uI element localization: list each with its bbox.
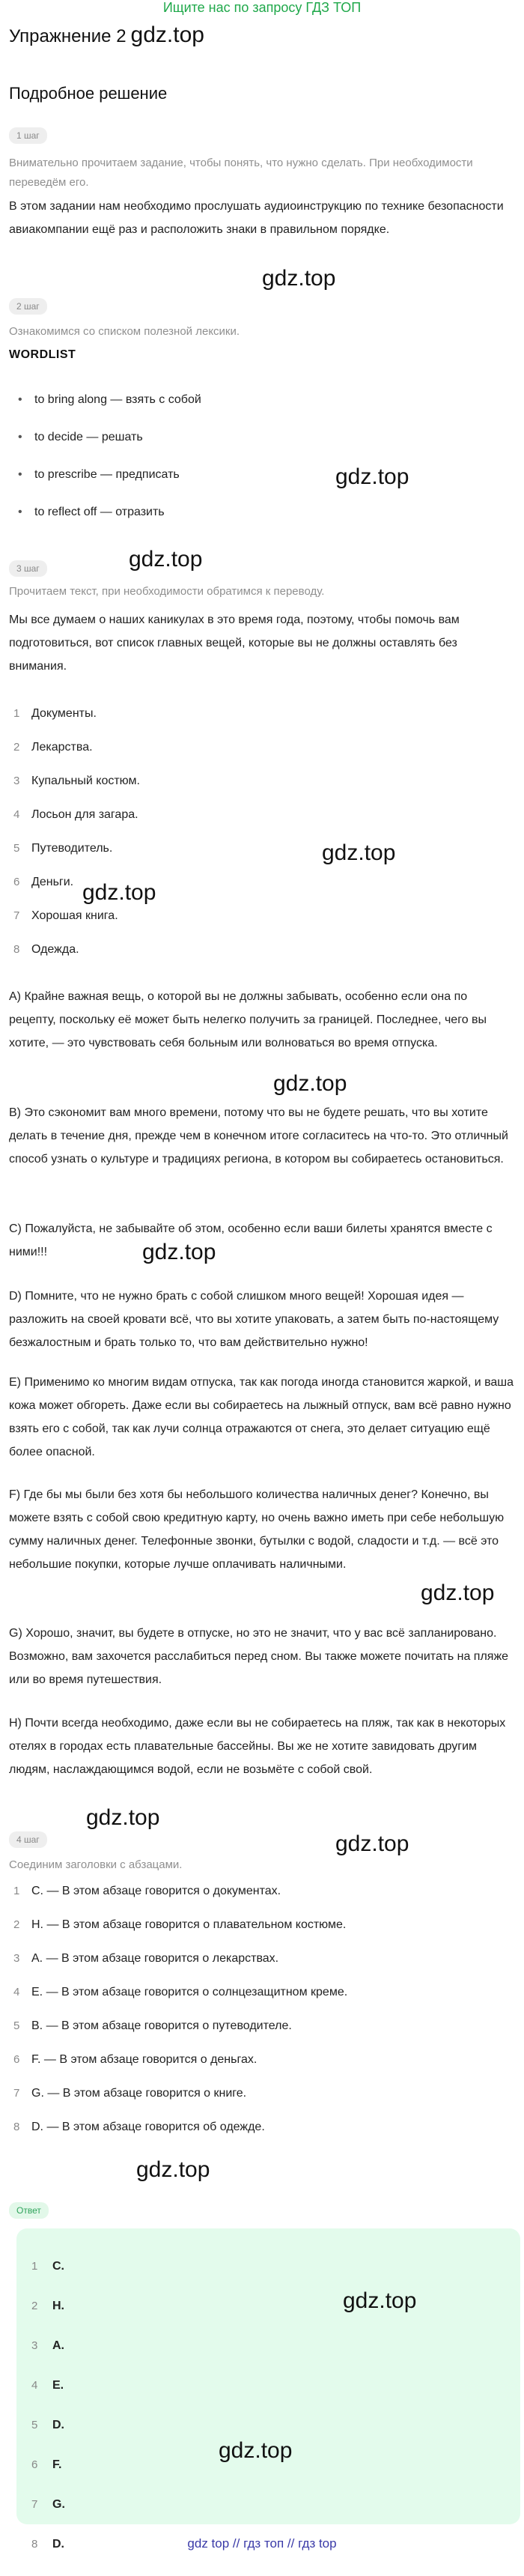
paragraph-h: H) Почти всегда необходимо, даже если вы не собираетесь на пляж, так как в некоторых отелях в городах есть плавательные бассейны. Вы же не хотите завидовать другим людям, наслаждающимся водой, если не возьмёте с собой свой. xyxy=(9,1717,506,1776)
matches-list xyxy=(9,1882,515,2151)
list-item: 2 Лекарства. xyxy=(13,741,93,754)
list-item: 8 Одежда. xyxy=(13,943,79,956)
paragraph-e: E) Применимо ко многим видам отпуска, так как погода иногда становится жаркой, и ваша кожа может обгореть. Даже если вы собираетесь на лыжный отпуск, вам всё равно нужно взять его с собой, так как лучи солнца отражаются от снега, это делает ситуацию ещё более опасной. xyxy=(9,1376,514,1458)
step-2-badge xyxy=(9,298,47,315)
step-3-hint: Прочитаем текст, при необходимости обратимся к переводу. xyxy=(9,585,325,598)
step-2-hint: Ознакомимся со списком полезной лексики. xyxy=(9,325,240,338)
answer-item: 2 Н. xyxy=(31,2300,64,2312)
watermark: gdz.top xyxy=(421,1581,495,1605)
answer-label: Ответ xyxy=(9,2202,49,2219)
step-1-text: В этом задании нам необходимо прослушать аудиоинструкцию по технике безопасности авиакомпании ещё раз и расположить знаки в правильном порядке. xyxy=(9,200,504,236)
watermark: gdz.top xyxy=(86,1805,160,1830)
watermark: gdz.top xyxy=(343,2288,417,2313)
answer-item: 4 Е. xyxy=(31,2379,64,2392)
brand-logo-text: gdz.top xyxy=(130,22,204,47)
step-label: 3 шаг xyxy=(9,560,47,577)
answer-badge xyxy=(9,2202,49,2219)
watermark: gdz.top xyxy=(129,547,203,572)
watermark: gdz.top xyxy=(322,840,396,865)
list-item: 1 С. — В этом абзаце говорится о документах. xyxy=(13,1885,281,1897)
list-item: 7 Хорошая книга. xyxy=(13,909,118,922)
wordlist-item: • to reflect off — отразить xyxy=(9,502,515,539)
section-title: Подробное решение xyxy=(9,84,168,103)
list-item: 6 F. — В этом абзаце говорится о деньгах. xyxy=(13,2053,258,2066)
exercise-title: Упражнение 2 xyxy=(9,26,127,46)
wordlist-item: • to bring along — взять с собой xyxy=(9,390,515,427)
list-item: 1 Документы. xyxy=(13,707,97,720)
step-label: 4 шаг xyxy=(9,1831,47,1848)
paragraph-c: С) Пожалуйста, не забывайте об этом, особенно если ваши билеты хранятся вместе с ними!!! xyxy=(9,1222,493,1258)
list-item: 3 А. — В этом абзаце говорится о лекарствах. xyxy=(13,1952,279,1965)
list-item: 2 Н. — В этом абзаце говорится о плавательном костюме. xyxy=(13,1918,347,1931)
answer-item: 7 G. xyxy=(31,2498,65,2511)
watermark: gdz.top xyxy=(219,2438,293,2463)
watermark: gdz.top xyxy=(335,1831,409,1856)
paragraph-d: D) Помните, что не нужно брать с собой слишком много вещей! Хорошая идея — разложить на своей кровати всё, что вы хотите упаковать, а затем быть по-настоящему безжалостным и брать только то, что вам действительно нужно! xyxy=(9,1290,499,1349)
watermark: gdz.top xyxy=(273,1071,347,1096)
watermark: gdz.top xyxy=(136,2157,210,2182)
wordlist xyxy=(9,390,515,539)
answer-item: 5 D. xyxy=(31,2419,64,2431)
footer-links[interactable]: gdz top // гдз топ // гдз top xyxy=(187,2536,337,2551)
list-item: 4 Лосьон для загара. xyxy=(13,808,138,821)
list-item: 5 Путеводитель. xyxy=(13,842,113,855)
list-item: 8 D. — В этом абзаце говорится об одежде. xyxy=(13,2121,265,2133)
paragraph-b: В) Это сэкономит вам много времени, потому что вы не будете решать, что вы хотите делать в течение дня, прежде чем в конечном итоге согласитесь на что-то. Это отличный способ узнать о культуре и традициях региона, в котором вы собираетесь остановиться. xyxy=(9,1106,508,1166)
list-item: 6 Деньги. xyxy=(13,876,74,888)
list-item: 5 В. — В этом абзаце говорится о путеводителе. xyxy=(13,2019,292,2032)
step-4-badge xyxy=(9,1831,47,1848)
paragraph-a: А) Крайне важная вещь, о которой вы не должны забывать, особенно если она по рецепту, поскольку её может быть нелегко получить за границей. Последнее, чего вы хотите, — это чувствовать себя больным или волноваться во время отпуска. xyxy=(9,990,487,1049)
answer-list xyxy=(31,2258,65,2576)
answer-item: 1 С. xyxy=(31,2260,64,2273)
list-item: 4 Е. — В этом абзаце говорится о солнцезащитном креме. xyxy=(13,1986,348,1998)
answer-item: 8 D. xyxy=(31,2538,64,2551)
watermark: gdz.top xyxy=(262,266,336,291)
step-4-hint: Соединим заголовки с абзацами. xyxy=(9,1858,183,1871)
step-1-badge xyxy=(9,127,47,144)
watermark: gdz.top xyxy=(335,464,409,489)
top-banner[interactable]: Ищите нас по запросу ГДЗ ТОП xyxy=(162,0,362,15)
list-item: 3 Купальный костюм. xyxy=(13,775,140,787)
step-1-hint: Внимательно прочитаем задание, чтобы понять, что нужно сделать. При необходимости переведём его. xyxy=(9,157,473,189)
watermark: gdz.top xyxy=(82,880,156,905)
wordlist-item: • to prescribe — предписать xyxy=(9,464,515,502)
answer-item: 6 F. xyxy=(31,2458,62,2471)
watermark: gdz.top xyxy=(142,1240,216,1264)
wordlist-title: WORDLIST xyxy=(9,348,76,361)
wordlist-item: • to decide — решать xyxy=(9,427,515,464)
paragraph-g: G) Хорошо, значит, вы будете в отпуске, но это не значит, что у вас всё запланировано. Возможно, вам захочется расслабиться перед сном. Вы также можете почитать на пляже или во время путешествия. xyxy=(9,1627,509,1686)
page-title xyxy=(9,22,204,48)
step-label: 1 шаг xyxy=(9,127,47,144)
answer-item: 3 А. xyxy=(31,2339,64,2352)
step-3-badge xyxy=(9,560,47,577)
step-label: 2 шаг xyxy=(9,298,47,315)
paragraph-f: F) Где бы мы были без хотя бы небольшого количества наличных денег? Конечно, вы можете взять с собой свою кредитную карту, но очень важно иметь при себе небольшую сумму наличных денег. Телефонные звонки, бутылки с водой, сладости и т.д. — всё это небольшие покупки, которые лучше оплачивать наличными. xyxy=(9,1488,505,1571)
step-3-intro: Мы все думаем о наших каникулах в это время года, поэтому, чтобы помочь вам подготовиться, вот список главных вещей, которые вы не должны оставлять без внимания. xyxy=(9,613,460,673)
things-list xyxy=(9,704,515,974)
list-item: 7 G. — В этом абзаце говорится о книге. xyxy=(13,2087,247,2100)
